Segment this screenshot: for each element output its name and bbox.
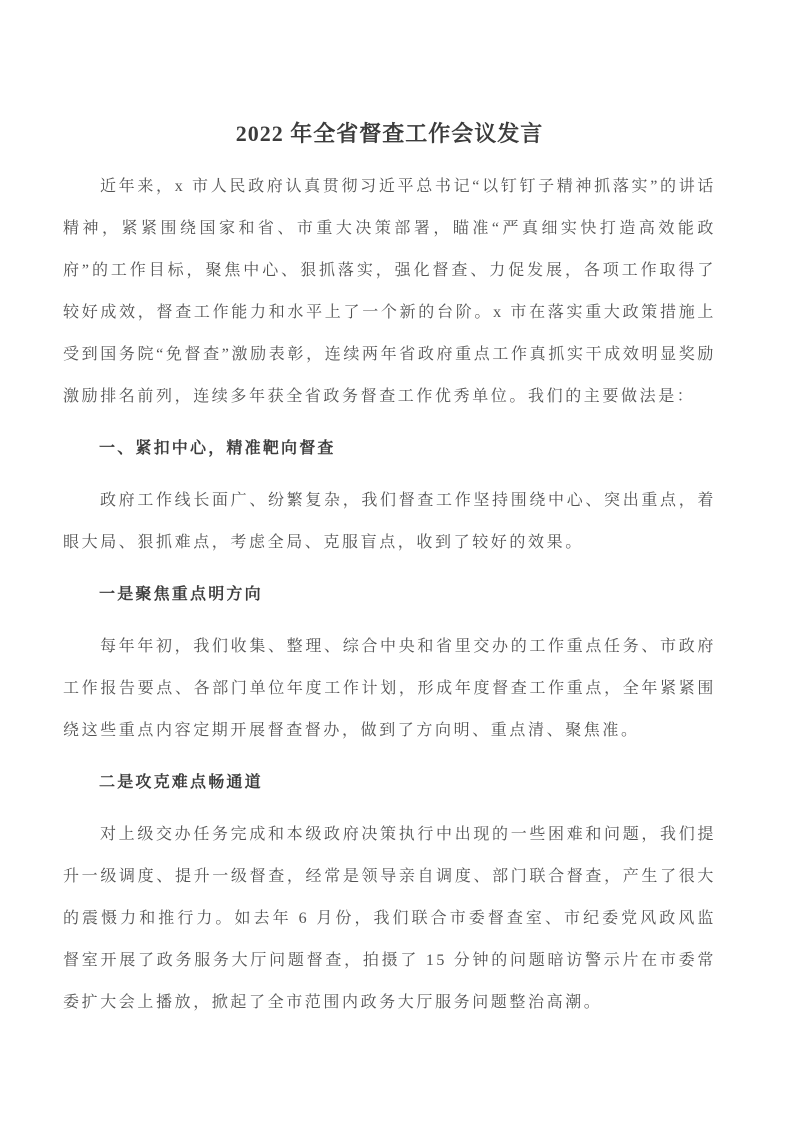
body-paragraph-subsection-1: 每年年初，我们收集、整理、综合中央和省里交办的工作重点任务、市政府工作报告要点、各部门单位年度工作计划，形成年度督查工作重点，全年紧紧围绕这些重点内容定期开展督查督办，做到了方向明、重点清、聚焦准。 bbox=[63, 638, 716, 739]
body-paragraph-intro: 近年来，x 市人民政府认真贯彻习近平总书记“以钉钉子精神抓落实”的讲话精神，紧紧围绕国家和省、市重大决策部署，瞄准“严真细实快打造高效能政府”的工作目标，聚焦中心、狠抓落实，强化督查、力促发展，各项工作取得了较好成效，督查工作能力和水平上了一个新的台阶。x 市在落实重大政策措施上受到国务院“免督查”激励表彰，连续两年省政府重点工作真抓实干成效明显奖励激励排名前列，连续多年获全省政务督查工作优秀单位。我们的主要做法是： bbox=[63, 178, 716, 405]
subsection-heading-1: 一是聚焦重点明方向 bbox=[99, 586, 263, 603]
body-paragraph-subsection-2: 对上级交办任务完成和本级政府决策执行中出现的一些困难和问题，我们提升一级调度、提升一级督查，经常是领导亲自调度、部门联合督查，产生了很大的震慑力和推行力。如去年 6 月份，我们联合市委督查室、市纪委党风政风监督室开展了政务服务大厅问题督查，拍摄了 15 分钟的问题暗访警示片在市委常委扩大会上播放，掀起了全市范围内政务大厅服务问题整治高潮。 bbox=[63, 826, 716, 1011]
subsection-heading-2: 二是攻克难点畅通道 bbox=[99, 774, 263, 791]
section-heading-1: 一、紧扣中心，精准靶向督查 bbox=[99, 440, 336, 457]
body-paragraph-section-1: 政府工作线长面广、纷繁复杂，我们督查工作坚持围绕中心、突出重点，着眼大局、狠抓难点，考虑全局、克服盲点，收到了较好的效果。 bbox=[63, 492, 716, 551]
document-title: 2022 年全省督查工作会议发言 bbox=[235, 121, 544, 146]
